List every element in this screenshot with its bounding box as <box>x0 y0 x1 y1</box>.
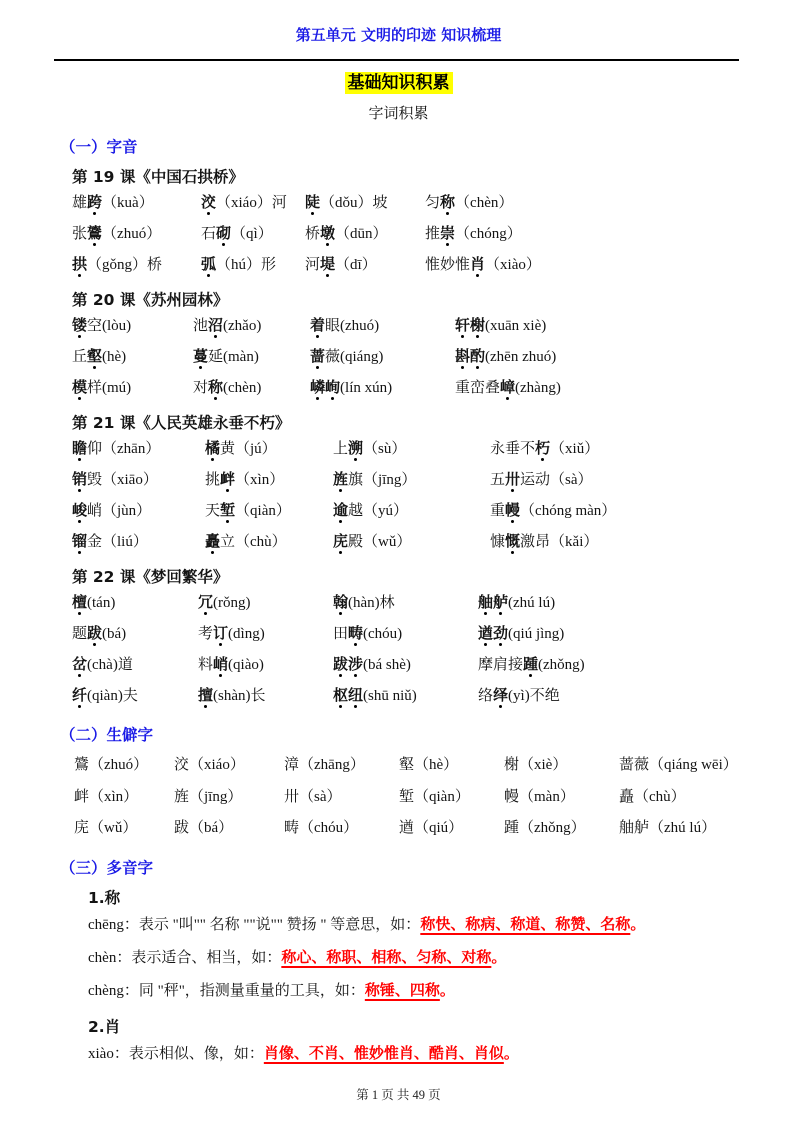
word-row <box>72 650 737 681</box>
word-item: 河堤（dī） <box>305 257 377 273</box>
emphasized-char: 跨 <box>87 195 103 211</box>
emphasized-char: 订 <box>213 626 229 642</box>
word-item: 斟酌(zhēn zhuó) <box>455 349 557 365</box>
emphasized-char: 峋 <box>325 380 341 396</box>
definition-text: chèn：表示适合、相当，如： <box>88 949 282 966</box>
emphasized-char: 蔓 <box>193 349 209 365</box>
emphasized-char: 舳 <box>478 595 494 611</box>
word-item: 枢纽(shū niǔ) <box>333 688 417 704</box>
word-row <box>72 250 737 281</box>
word-item: 田畴(chóu) <box>333 626 403 642</box>
word-item: 石砌（qì） <box>201 226 273 242</box>
word-row <box>72 188 737 219</box>
word-item: 张鷟（zhuó） <box>72 226 162 242</box>
word-item: 推崇（chóng） <box>425 226 522 242</box>
word-item: 轩榭(xuān xiè) <box>455 318 547 334</box>
document-title: 第五单元 文明的印迹 知识梳理 <box>295 26 502 44</box>
emphasized-char: 陡 <box>305 195 321 211</box>
word-row <box>72 342 737 373</box>
rare-word-row <box>74 813 737 845</box>
word-item: 五卅运动（sà） <box>490 472 593 488</box>
word-row <box>72 434 737 465</box>
word-item: 匀称（chèn） <box>425 195 514 211</box>
word-item: 对称(chèn) <box>193 380 262 396</box>
example-words: 称快、称病、称道、称赞、名称 <box>420 916 631 933</box>
word-item: 蔷薇(qiáng) <box>310 349 384 365</box>
word-row <box>72 219 737 250</box>
rare-word-item: 庑（wǔ） <box>74 820 138 836</box>
word-item: 重峦叠嶂(zhàng) <box>455 380 561 396</box>
rare-word-item: 畴（chóu） <box>284 820 359 836</box>
emphasized-char: 冗 <box>198 595 214 611</box>
subtitle: 字词积累 <box>368 104 429 122</box>
emphasized-char: 峭 <box>213 657 229 673</box>
definition-text: xiào：表示相似、像，如： <box>88 1045 264 1062</box>
emphasized-char: 洨 <box>201 195 217 211</box>
emphasized-char: 模 <box>72 380 88 396</box>
emphasized-char: 酌 <box>470 349 486 365</box>
word-item: 挑衅（xìn） <box>205 472 285 488</box>
rare-word-item: 遒（qiú） <box>399 820 464 836</box>
emphasized-char: 涉 <box>348 657 364 673</box>
emphasized-char: 遒 <box>478 626 494 642</box>
definition-text: chèng：同 "秤"，指测量重量的工具，如： <box>88 982 365 999</box>
word-item: 陡（dǒu）坡 <box>305 195 388 211</box>
rare-word-item: 漳（zhāng） <box>284 757 365 773</box>
section-label-rare-words: （二）生僻字 <box>60 726 154 744</box>
word-item: 池沼(zhǎo) <box>193 318 262 334</box>
emphasized-char: 衅 <box>220 472 236 488</box>
word-item: 旌旗（jīng） <box>333 472 417 488</box>
emphasized-char: 蔷 <box>310 349 326 365</box>
emphasized-char: 擅 <box>198 688 214 704</box>
word-item: 雄跨（kuà） <box>72 195 154 211</box>
word-row <box>72 373 737 404</box>
word-item: 镏金（liú） <box>72 534 148 550</box>
word-item: 络绎(yì)不绝 <box>478 688 560 704</box>
phonetics-section <box>72 167 737 712</box>
word-row <box>72 588 737 619</box>
rare-word-item: 壑（hè） <box>399 757 459 773</box>
word-row <box>72 681 737 712</box>
lesson-title: 第 20 课《苏州园林》 <box>72 291 229 309</box>
section-label-polyphones: （三）多音字 <box>60 858 154 877</box>
rare-word-item: 榭（xiè） <box>504 757 568 773</box>
word-item: 销毁（xiāo） <box>72 472 158 488</box>
emphasized-char: 峻 <box>72 503 88 519</box>
word-item: 题跋(bá) <box>72 626 127 642</box>
emphasized-char: 跋 <box>87 626 103 642</box>
word-item: 考订(dìng) <box>198 626 265 642</box>
rare-word-item: 旌（jīng） <box>174 788 243 805</box>
polyphone-line <box>88 909 737 942</box>
word-item: 蔓延(màn) <box>193 349 259 365</box>
highlighted-heading: 基础知识积累 <box>345 72 453 94</box>
word-item: 桥墩（dūn） <box>305 226 388 242</box>
word-row <box>72 496 737 527</box>
emphasized-char: 堤 <box>320 257 336 273</box>
emphasized-char: 朽 <box>535 441 551 457</box>
word-item: 翰(hàn)林 <box>333 595 395 611</box>
emphasized-char: 称 <box>208 380 224 396</box>
word-item: 峻峭（jùn） <box>72 503 152 519</box>
emphasized-char: 劲 <box>493 626 509 642</box>
emphasized-char: 斟 <box>455 349 471 365</box>
emphasized-char: 崇 <box>440 226 456 242</box>
word-item: 逾越（yú） <box>333 503 409 519</box>
word-item: 永垂不朽（xiǔ） <box>490 441 600 457</box>
word-item: 镂空(lòu) <box>72 318 132 334</box>
emphasized-char: 纽 <box>348 688 364 704</box>
emphasized-char: 榭 <box>470 318 486 334</box>
emphasized-char: 堑 <box>220 503 236 519</box>
emphasized-char: 庑 <box>333 534 349 550</box>
emphasized-char: 岔 <box>72 657 88 673</box>
emphasized-char: 舻 <box>493 595 509 611</box>
word-row <box>72 465 737 496</box>
header-divider <box>54 59 739 61</box>
emphasized-char: 壑 <box>87 349 103 365</box>
word-item: 矗立（chù） <box>205 534 287 550</box>
definition-text: chēng：表示 "叫"" 名称 ""说"" 赞扬 " 等意思，如： <box>88 916 421 933</box>
emphasized-char: 枢 <box>333 688 349 704</box>
rare-word-item: 踵（zhǒng） <box>504 820 586 836</box>
polyphone-line <box>88 942 737 975</box>
rare-word-item: 堑（qiàn） <box>399 788 470 805</box>
emphasized-char: 旌 <box>333 472 349 488</box>
word-item: 着眼(zhuó) <box>310 318 380 334</box>
word-item: 摩肩接踵(zhǒng) <box>478 657 585 673</box>
example-words: 称心、称职、相称、匀称、对称 <box>281 949 492 966</box>
highlight-heading-line <box>60 71 737 96</box>
word-item: 庑殿（wǔ） <box>333 534 412 550</box>
lesson-title: 第 21 课《人民英雄永垂不朽》 <box>72 414 291 432</box>
word-item: 擅(shàn)长 <box>198 688 266 704</box>
word-row <box>72 527 737 558</box>
page-number: 第 1 页 共 49 页 <box>356 1087 441 1102</box>
emphasized-char: 翰 <box>333 595 349 611</box>
polyphone-line <box>88 1038 737 1071</box>
word-row <box>72 311 737 342</box>
word-item: 料峭(qiào) <box>198 657 264 673</box>
lesson-title: 第 19 课《中国石拱桥》 <box>72 168 244 186</box>
example-period: 。 <box>630 916 646 933</box>
emphasized-char: 肖 <box>470 257 486 273</box>
emphasized-char: 镂 <box>72 318 88 334</box>
word-item: 天堑（qiàn） <box>205 503 291 519</box>
rare-word-item: 矗（chù） <box>619 788 686 805</box>
rare-word-item: 衅（xìn） <box>74 788 139 805</box>
word-row <box>72 619 737 650</box>
polyphone-entry-title: 2.肖 <box>88 1017 121 1036</box>
rare-word-item: 跋（bá） <box>174 820 234 836</box>
rare-word-row <box>74 750 737 782</box>
example-period: 。 <box>503 1045 519 1062</box>
emphasized-char: 踵 <box>523 657 539 673</box>
emphasized-char: 轩 <box>455 318 471 334</box>
rare-word-item: 洨（xiáo） <box>174 757 245 773</box>
word-item: 模样(mú) <box>72 380 132 396</box>
emphasized-char: 慨 <box>505 534 521 550</box>
word-item: 嶙峋(lín xún) <box>310 380 393 396</box>
rare-word-item: 鷟（zhuó） <box>74 757 149 773</box>
rare-word-item: 卅（sà） <box>284 788 342 805</box>
polyphone-line <box>88 975 737 1008</box>
emphasized-char: 溯 <box>348 441 364 457</box>
rare-words-section <box>74 750 737 845</box>
emphasized-char: 嶙 <box>310 380 326 396</box>
word-item: 瞻仰（zhān） <box>72 441 161 457</box>
emphasized-char: 瞻 <box>72 441 88 457</box>
example-period: 。 <box>439 982 455 999</box>
emphasized-char: 嶂 <box>500 380 516 396</box>
emphasized-char: 矗 <box>205 534 221 550</box>
example-words: 称锤、四称 <box>364 982 440 999</box>
polyphone-entry-title: 1.称 <box>88 888 121 907</box>
word-item: 舳舻(zhú lú) <box>478 595 556 611</box>
emphasized-char: 沼 <box>208 318 224 334</box>
emphasized-char: 幔 <box>505 503 521 519</box>
word-item: 纤(qiàn)夫 <box>72 688 138 704</box>
rare-word-item: 蔷薇（qiáng wēi） <box>619 757 738 773</box>
emphasized-char: 檀 <box>72 595 88 611</box>
word-item: 弧（hú）形 <box>201 257 277 273</box>
emphasized-char: 销 <box>72 472 88 488</box>
word-item: 上溯（sù） <box>333 441 407 457</box>
word-item: 慷慨激昂（kǎi） <box>490 534 599 550</box>
emphasized-char: 鷟 <box>87 226 103 242</box>
word-item: 岔(chà)道 <box>72 657 133 673</box>
emphasized-char: 卅 <box>505 472 521 488</box>
word-item: 遒劲(qiú jìng) <box>478 626 565 642</box>
emphasized-char: 镏 <box>72 534 88 550</box>
word-item: 跋涉(bá shè) <box>333 657 411 673</box>
word-item: 檀(tán) <box>72 595 116 611</box>
emphasized-char: 弧 <box>201 257 217 273</box>
polyphones-section <box>88 887 737 1071</box>
rare-word-row <box>74 782 737 814</box>
emphasized-char: 逾 <box>333 503 349 519</box>
emphasized-char: 跋 <box>333 657 349 673</box>
word-item: 拱（gǒng）桥 <box>72 257 163 273</box>
word-item: 丘壑(hè) <box>72 349 127 365</box>
emphasized-char: 拱 <box>72 257 88 273</box>
word-item: 冗(rǒng) <box>198 595 251 611</box>
example-period: 。 <box>491 949 507 966</box>
emphasized-char: 畴 <box>348 626 364 642</box>
emphasized-char: 称 <box>440 195 456 211</box>
emphasized-char: 绎 <box>493 688 509 704</box>
lesson-title: 第 22 课《梦回繁华》 <box>72 568 229 586</box>
word-item: 惟妙惟肖（xiào） <box>425 257 541 273</box>
example-words: 肖像、不肖、惟妙惟肖、酷肖、肖似 <box>263 1045 504 1062</box>
emphasized-char: 砌 <box>216 226 232 242</box>
rare-word-item: 舳舻（zhú lú） <box>619 820 717 836</box>
section-label-phonetics: （一）字音 <box>60 138 138 156</box>
emphasized-char: 墩 <box>320 226 336 242</box>
rare-word-item: 幔（màn） <box>504 788 575 805</box>
emphasized-char: 纤 <box>72 688 88 704</box>
emphasized-char: 着 <box>310 318 326 334</box>
word-item: 重幔（chóng màn） <box>490 503 617 519</box>
word-item: 橘黄（jú） <box>205 441 277 457</box>
emphasized-char: 橘 <box>205 441 221 457</box>
word-item: 洨（xiáo）河 <box>201 195 287 211</box>
